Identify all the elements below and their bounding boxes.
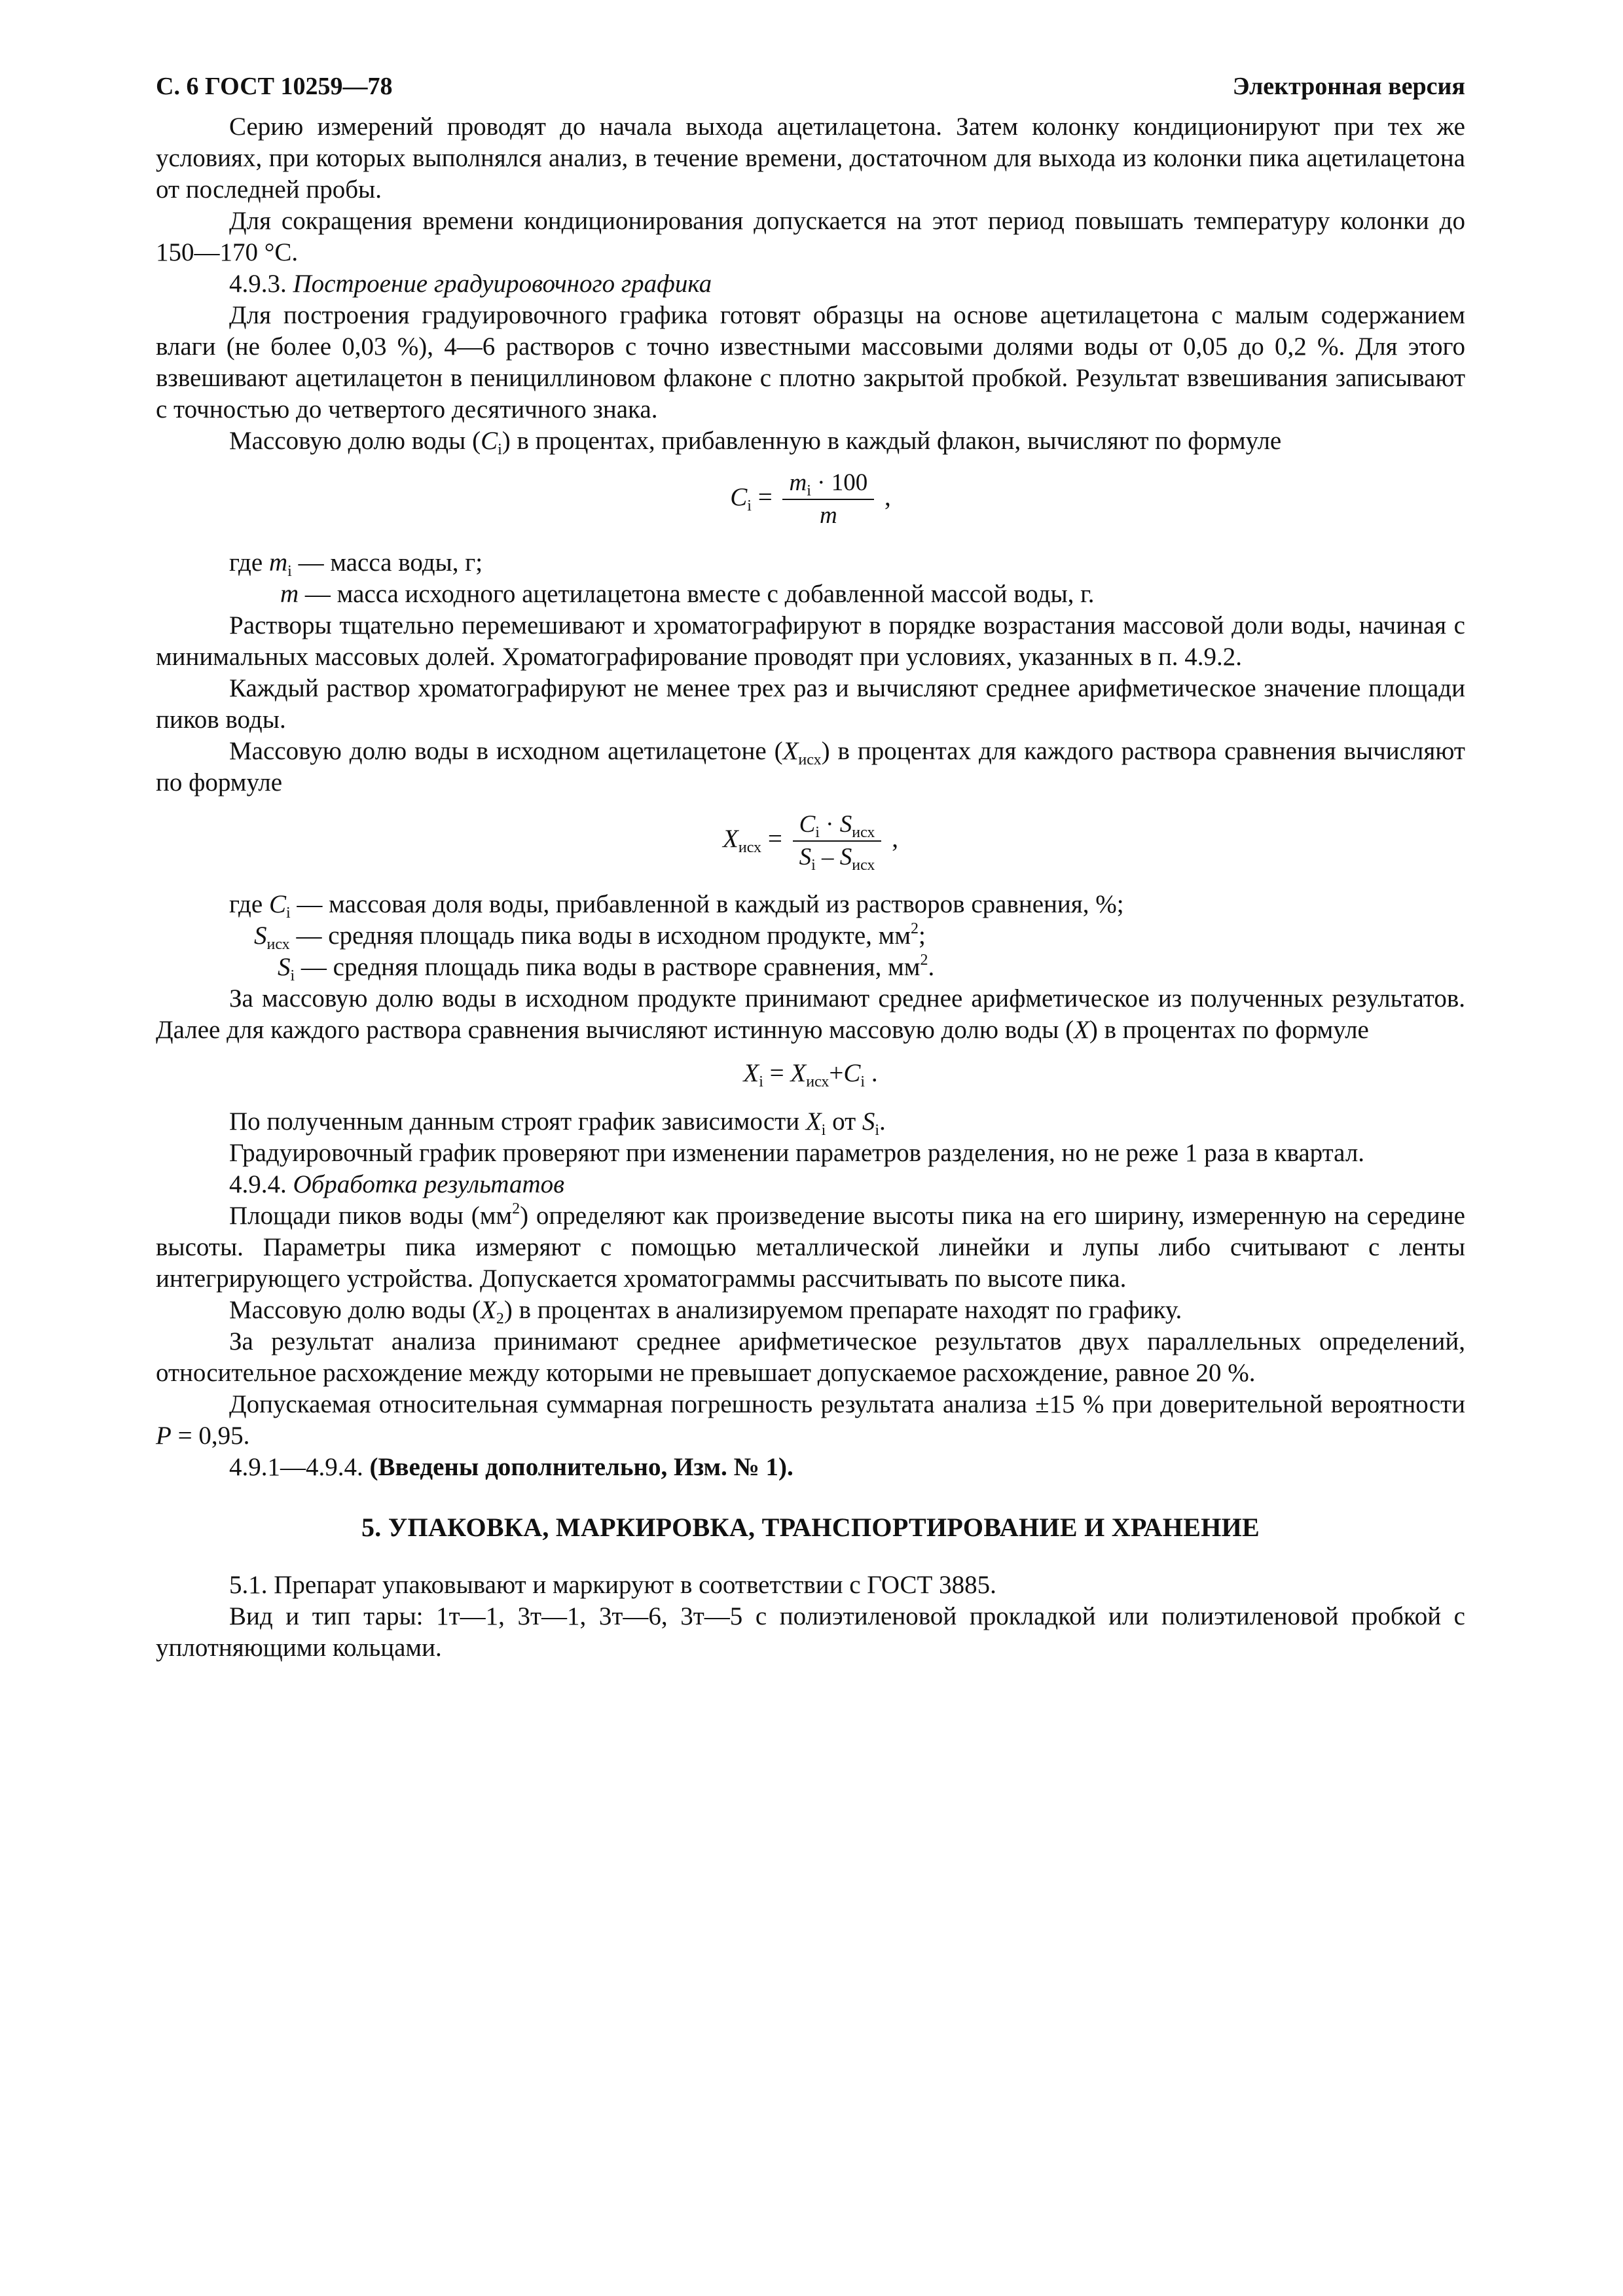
text-span: ) определяют как произведение высоты пика на его ширину, измеренную на середине высоты. Параметры пика измеряют с помощью металлической линейки и лупы либо считывают с ленты интегрирующего устройства. Допускается хроматограммы рассчитывать по высоте пика.: [156, 1202, 1465, 1293]
text-span: — масса исходного ацетилацетона вместе с добавленной массой воды, г.: [299, 580, 1095, 608]
paragraph: Растворы тщательно перемешивают и хроматографируют в порядке возрастания массовой доли воды, начиная с минимальных массовых долей. Хроматографирование проводят при условиях, указанных в п. 4.9.2.: [156, 611, 1465, 671]
definition-row: [156, 579, 1465, 610]
text-span: = 0,95.: [171, 1422, 250, 1450]
amendment-note: [156, 1452, 1465, 1483]
subscript: i: [811, 857, 816, 874]
variable: m: [268, 548, 288, 577]
text-span: По полученным данным строят график зависимости: [229, 1107, 806, 1136]
operator: =: [761, 824, 789, 853]
operator: =: [751, 482, 779, 511]
paragraph: [156, 1200, 1465, 1295]
variable: X: [1074, 1016, 1089, 1044]
subscript: i: [759, 1073, 763, 1090]
text-span: ) в процентах в анализируемом препарате находят по графику.: [503, 1296, 1182, 1324]
fraction: [793, 810, 882, 872]
superscript: 2: [911, 920, 919, 937]
punctuation: .: [865, 1059, 878, 1087]
heading-number: 4.9.3.: [229, 270, 287, 298]
definition-row: [156, 920, 1465, 952]
text-span: — массовая доля воды, прибавленной в каждый из растворов сравнения, %;: [290, 890, 1124, 918]
variable: C: [843, 1059, 861, 1087]
operator: =: [763, 1059, 791, 1087]
superscript: 2: [920, 952, 928, 969]
text-span: от: [826, 1107, 862, 1136]
subscript: исх: [266, 936, 290, 953]
paragraph: За результат анализа принимают среднее арифметическое результатов двух параллельных определений, относительное расхождение между которыми не превышает допускаемое расхождение, равное 20 %.: [156, 1327, 1465, 1387]
variable: S: [254, 922, 267, 950]
operator: +: [829, 1059, 844, 1087]
subscript: i: [860, 1073, 866, 1090]
variable: S: [278, 953, 291, 981]
text-span: ) в процентах, прибавленную в каждый флакон, вычисляют по формуле: [501, 427, 1282, 455]
section-title-5: 5. УПАКОВКА, МАРКИРОВКА, ТРАНСПОРТИРОВАНИЕ И ХРАНЕНИЕ: [361, 1513, 1260, 1542]
text-span: где: [229, 548, 269, 577]
header-version-label: Электронная версия: [1232, 73, 1465, 100]
punctuation: .: [879, 1107, 886, 1136]
variable: C: [799, 811, 816, 838]
subscript: 2: [496, 1310, 504, 1327]
paragraph: [156, 736, 1465, 798]
text-span: ) в процентах для каждого раствора сравнения вычисляют по формуле: [156, 737, 1465, 797]
text-span: — средняя площадь пика воды в исходном продукте, мм: [289, 922, 911, 950]
punctuation: .: [928, 953, 935, 981]
definition-row: [156, 952, 1465, 983]
variable: S: [799, 844, 812, 870]
subscript: исх: [798, 751, 822, 768]
heading-title: Построение градуировочного графика: [293, 270, 712, 298]
subscript: исх: [852, 824, 875, 841]
subscript: i: [498, 441, 502, 458]
formula-xi: [156, 1058, 1465, 1089]
variable: X: [743, 1059, 759, 1087]
subscript: исх: [738, 838, 762, 856]
variable: C: [730, 482, 748, 511]
variable: P: [156, 1422, 172, 1450]
variable: S: [862, 1107, 875, 1136]
paragraph: Для сокращения времени кондиционирования допускается на этот период повышать температуру колонки до 150—170 °С.: [156, 207, 1465, 266]
variable: X: [805, 1107, 822, 1136]
punctuation: ,: [885, 824, 898, 853]
variable: S: [839, 811, 852, 838]
variable: m: [789, 469, 807, 496]
text-span: — средняя площадь пика воды в растворе сравнения, мм: [295, 953, 921, 981]
variable: C: [481, 427, 498, 455]
variable: X: [782, 737, 799, 765]
fraction-denominator: [793, 842, 882, 872]
variable: X: [481, 1296, 496, 1324]
section-heading-4-9-3: [156, 268, 1465, 300]
subscript: i: [815, 824, 820, 841]
text-span: За массовую долю воды в исходном продукте принимают среднее арифметическое из полученных результатов. Далее для каждого раствора сравнения вычисляют истинную массовую долю воды (: [156, 984, 1465, 1044]
punctuation: ,: [878, 482, 891, 511]
subscript: i: [285, 905, 291, 922]
paragraph: [156, 1295, 1465, 1326]
section-heading-4-9-4: [156, 1169, 1465, 1200]
formula-ci: [156, 469, 1465, 530]
text-span: Площади пиков воды (мм: [229, 1202, 513, 1230]
subscript: i: [747, 497, 752, 514]
subscript: i: [875, 1122, 880, 1139]
subscript: исх: [852, 857, 875, 874]
punctuation: ;: [919, 922, 926, 950]
fraction-numerator: [793, 810, 882, 842]
variable-definitions: [156, 547, 1465, 610]
text-span: 4.9.1—4.9.4.: [229, 1453, 370, 1481]
variable: X: [723, 824, 739, 853]
paragraph: [156, 425, 1465, 457]
variable: C: [268, 890, 286, 918]
amendment-text: (Введены дополнительно, Изм. № 1).: [369, 1453, 793, 1481]
paragraph: Градуировочный график проверяют при изменении параметров разделения, но не реже 1 раза в квартал.: [229, 1139, 1365, 1167]
text-span: Допускаемая относительная суммарная погрешность результата анализа ±15 % при доверительной вероятности: [229, 1390, 1465, 1418]
fraction: [782, 469, 874, 530]
paragraph: [156, 983, 1465, 1046]
page-header: [156, 65, 1465, 111]
text-span: Массовую долю воды (: [229, 427, 481, 455]
paragraph: 5.1. Препарат упаковывают и маркируют в соответствии с ГОСТ 3885.: [229, 1571, 996, 1599]
text-span: ) в процентах по формуле: [1089, 1016, 1369, 1044]
text-span: Массовую долю воды в исходном ацетилацетоне (: [229, 737, 783, 765]
paragraph: Вид и тип тары: 1т—1, 3т—1, 3т—6, 3т—5 с полиэтиленовой прокладкой или полиэтиленовой пробкой с уплотняющими кольцами.: [156, 1602, 1465, 1662]
heading-title: Обработка результатов: [293, 1170, 565, 1198]
subscript: i: [807, 482, 811, 499]
subscript: i: [287, 563, 292, 580]
paragraph: Для построения градуировочного графика готовят образцы на основе ацетилацетона с малым содержанием влаги (не более 0,03 %), 4—6 растворов с точно известными массовыми долями воды от 0,05 до 0,2 %. Для этого взвешивают ацетилацетон в пенициллиновом флаконе с плотно закрытой пробкой. Результат взвешивания записывают с точностью до четвертого десятичного знака.: [156, 301, 1465, 423]
paragraph: Серию измерений проводят до начала выхода ацетилацетона. Затем колонку кондиционируют при тех же условиях, при которых выполнялся анализ, в течение времени, достаточном для выхода из колонки пика ацетилацетона от последней пробы.: [156, 113, 1465, 204]
paragraph: Каждый раствор хроматографируют не менее трех раз и вычисляют среднее арифметическое значение площади пиков воды.: [156, 674, 1465, 734]
fraction-denominator: m: [819, 502, 837, 529]
text-span: где: [229, 890, 269, 918]
document-body: [156, 111, 1465, 1664]
paragraph: [156, 1389, 1465, 1452]
variable: X: [790, 1059, 807, 1087]
superscript: 2: [512, 1200, 520, 1217]
operator: ·: [819, 811, 840, 838]
text-span: Массовую долю воды (: [229, 1296, 481, 1324]
subscript: i: [821, 1122, 826, 1139]
operator: –: [815, 844, 840, 870]
definition-row: [156, 547, 1465, 579]
variable: m: [280, 580, 299, 608]
header-standard-label: С. 6 ГОСТ 10259—78: [156, 73, 393, 100]
text-span: — масса воды, г;: [291, 548, 483, 577]
subscript: i: [290, 967, 295, 984]
heading-number: 4.9.4.: [229, 1170, 287, 1198]
fraction-numerator: [782, 469, 874, 500]
paragraph: [156, 1106, 1465, 1138]
variable: S: [839, 844, 852, 870]
variable-definitions: [156, 889, 1465, 983]
subscript: исх: [806, 1073, 830, 1090]
formula-x-ish: [156, 810, 1465, 872]
text-span: · 100: [811, 469, 868, 496]
definition-row: [156, 889, 1465, 920]
document-page: [156, 65, 1465, 1664]
